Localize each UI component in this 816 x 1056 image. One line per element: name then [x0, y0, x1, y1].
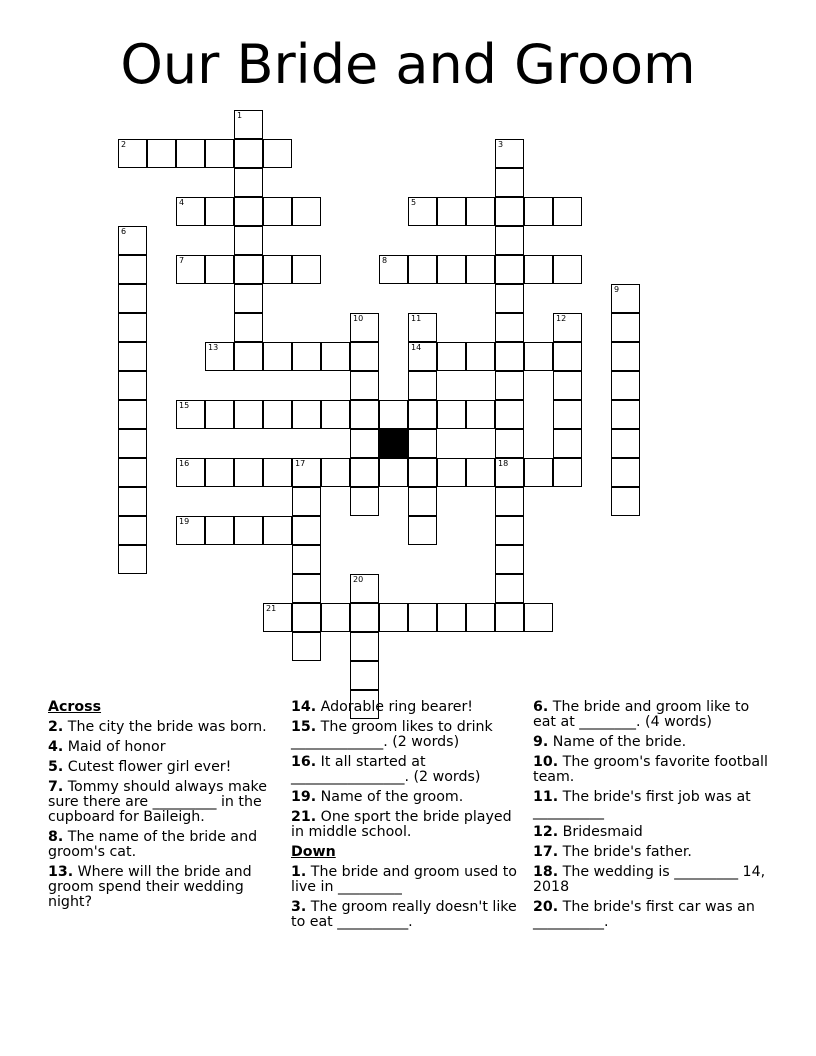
crossword-cell[interactable] — [350, 313, 379, 342]
clue-text: The bride and groom like to eat at ________. (4 words) — [533, 699, 750, 730]
across-heading: Across — [48, 699, 102, 715]
crossword-cell[interactable] — [408, 458, 437, 487]
crossword-cell[interactable] — [495, 168, 524, 197]
clue-text: Name of the groom. — [320, 789, 464, 805]
cell-number: 14 — [411, 343, 422, 352]
crossword-cell[interactable] — [176, 255, 205, 284]
clue-across-15 — [291, 720, 523, 750]
crossword-cell[interactable] — [234, 226, 263, 255]
down-heading: Down — [291, 844, 336, 860]
clue-number: 8. — [48, 829, 64, 845]
clue-down-10 — [533, 755, 768, 785]
clue-text: Bridesmaid — [562, 824, 643, 840]
crossword-cell[interactable] — [611, 313, 640, 342]
crossword-cell[interactable] — [350, 429, 379, 458]
clue-text: The groom's favorite football team. — [533, 754, 768, 785]
clue-text: Tommy should always make sure there are _________ in the cupboard for Baileigh. — [48, 779, 267, 825]
crossword-cell[interactable] — [437, 400, 466, 429]
clue-down-20 — [533, 900, 768, 930]
crossword-cell[interactable] — [263, 139, 292, 168]
crossword-cell[interactable] — [263, 197, 292, 226]
crossword-cell[interactable] — [611, 284, 640, 313]
crossword-cell[interactable] — [408, 371, 437, 400]
cell-number: 20 — [353, 575, 364, 584]
crossword-cell[interactable] — [495, 371, 524, 400]
clue-number: 3. — [291, 899, 307, 915]
crossword-cell[interactable] — [408, 487, 437, 516]
crossword-cell[interactable] — [234, 110, 263, 139]
crossword-cell[interactable] — [118, 255, 147, 284]
clue-number: 1. — [291, 864, 307, 880]
crossword-cell[interactable] — [205, 139, 234, 168]
crossword-cell[interactable] — [176, 400, 205, 429]
crossword-cell[interactable] — [118, 139, 147, 168]
crossword-cell[interactable] — [263, 516, 292, 545]
clue-down-3 — [291, 900, 523, 930]
crossword-cell[interactable] — [553, 197, 582, 226]
crossword-cell[interactable] — [524, 603, 553, 632]
crossword-cell[interactable] — [292, 545, 321, 574]
crossword-cell[interactable] — [292, 632, 321, 661]
clue-text: The bride's first job was at __________ — [533, 789, 751, 820]
crossword-cell[interactable] — [205, 255, 234, 284]
crossword-cell[interactable] — [466, 400, 495, 429]
crossword-cell[interactable] — [437, 603, 466, 632]
crossword-cell[interactable] — [205, 400, 234, 429]
crossword-cell[interactable] — [495, 487, 524, 516]
clue-text: Where will the bride and groom spend their wedding night? — [48, 864, 252, 910]
crossword-cell[interactable] — [553, 313, 582, 342]
clue-number: 19. — [291, 789, 317, 805]
crossword-cell[interactable] — [495, 139, 524, 168]
crossword-cell[interactable] — [234, 458, 263, 487]
crossword-cell[interactable] — [292, 458, 321, 487]
clue-down-6 — [533, 700, 768, 730]
crossword-cell[interactable] — [292, 603, 321, 632]
crossword-cell[interactable] — [466, 458, 495, 487]
crossword-cell[interactable] — [118, 342, 147, 371]
clue-across-19 — [291, 790, 523, 805]
cell-number: 18 — [498, 459, 509, 468]
crossword-cell[interactable] — [321, 400, 350, 429]
clue-across-16 — [291, 755, 523, 785]
crossword-cell[interactable] — [234, 197, 263, 226]
crossword-cell[interactable] — [408, 255, 437, 284]
clue-number: 12. — [533, 824, 559, 840]
clue-number: 6. — [533, 699, 549, 715]
crossword-cell[interactable] — [524, 197, 553, 226]
crossword-cell[interactable] — [350, 632, 379, 661]
crossword-cell[interactable] — [292, 400, 321, 429]
clue-text: Name of the bride. — [552, 734, 687, 750]
clue-text: It all started at ________________. (2 words) — [291, 754, 481, 785]
clue-text: The city the bride was born. — [67, 719, 267, 735]
clue-text: Adorable ring bearer! — [320, 699, 473, 715]
cell-number: 10 — [353, 314, 364, 323]
crossword-cell[interactable] — [466, 603, 495, 632]
crossword-cell[interactable] — [611, 487, 640, 516]
clue-across-14 — [291, 700, 523, 715]
cell-number: 15 — [179, 401, 190, 410]
crossword-cell[interactable] — [118, 284, 147, 313]
crossword-cell[interactable] — [263, 342, 292, 371]
crossword-cell[interactable] — [379, 458, 408, 487]
crossword-cell[interactable] — [118, 516, 147, 545]
clue-across-5 — [48, 760, 284, 775]
cell-number: 19 — [179, 517, 190, 526]
clue-down-9 — [533, 735, 768, 750]
clue-down-18 — [533, 865, 768, 895]
crossword-cell[interactable] — [176, 516, 205, 545]
crossword-cell[interactable] — [611, 371, 640, 400]
crossword-cell[interactable] — [466, 255, 495, 284]
cell-number: 16 — [179, 459, 190, 468]
crossword-cell[interactable] — [495, 458, 524, 487]
crossword-cell[interactable] — [263, 255, 292, 284]
crossword-cell[interactable] — [205, 197, 234, 226]
crossword-cell[interactable] — [350, 661, 379, 690]
crossword-cell[interactable] — [495, 545, 524, 574]
crossword-cell[interactable] — [350, 400, 379, 429]
crossword-cell[interactable] — [234, 284, 263, 313]
crossword-cell[interactable] — [611, 400, 640, 429]
crossword-cell[interactable] — [205, 458, 234, 487]
clue-across-4 — [48, 740, 284, 755]
crossword-cell[interactable] — [176, 197, 205, 226]
clues-column-2 — [291, 700, 523, 935]
crossword-cell[interactable] — [437, 342, 466, 371]
crossword-cell[interactable] — [408, 603, 437, 632]
crossword-cell[interactable] — [437, 197, 466, 226]
clue-number: 15. — [291, 719, 317, 735]
clue-number: 16. — [291, 754, 317, 770]
crossword-cell[interactable] — [495, 429, 524, 458]
cell-number: 21 — [266, 604, 277, 613]
cell-number: 3 — [498, 140, 504, 149]
crossword-cell[interactable] — [350, 371, 379, 400]
crossword-cell[interactable] — [379, 400, 408, 429]
crossword-cell[interactable] — [553, 458, 582, 487]
clue-text: The bride's first car was an __________. — [533, 899, 755, 930]
clue-across-21 — [291, 810, 523, 840]
crossword-cell[interactable] — [118, 545, 147, 574]
crossword-shaded-cell — [379, 429, 408, 458]
clue-number: 11. — [533, 789, 559, 805]
crossword-cell[interactable] — [147, 139, 176, 168]
crossword-cell[interactable] — [437, 458, 466, 487]
crossword-cell[interactable] — [234, 168, 263, 197]
crossword-cell[interactable] — [408, 197, 437, 226]
clue-down-12 — [533, 825, 768, 840]
crossword-cell[interactable] — [553, 371, 582, 400]
page-title: Our Bride and Groom — [120, 33, 696, 96]
cell-number: 8 — [382, 256, 388, 265]
crossword-cell[interactable] — [118, 400, 147, 429]
crossword-cell[interactable] — [118, 226, 147, 255]
cell-number: 2 — [121, 140, 127, 149]
clue-across-8 — [48, 830, 284, 860]
crossword-cell[interactable] — [350, 458, 379, 487]
clue-number: 2. — [48, 719, 64, 735]
clue-number: 18. — [533, 864, 559, 880]
cell-number: 17 — [295, 459, 306, 468]
clues-column-1 — [48, 700, 284, 915]
crossword-cell[interactable] — [234, 139, 263, 168]
crossword-cell[interactable] — [408, 429, 437, 458]
crossword-cell[interactable] — [292, 255, 321, 284]
cell-number: 5 — [411, 198, 417, 207]
clue-number: 7. — [48, 779, 64, 795]
crossword-cell[interactable] — [292, 342, 321, 371]
crossword-cell[interactable] — [611, 342, 640, 371]
crossword-cell[interactable] — [495, 603, 524, 632]
cell-number: 6 — [121, 227, 127, 236]
clue-text: The wedding is _________ 14, 2018 — [533, 864, 766, 895]
clue-text: The bride's father. — [562, 844, 692, 860]
clue-across-13 — [48, 865, 284, 910]
crossword-cell[interactable] — [234, 400, 263, 429]
crossword-cell[interactable] — [205, 342, 234, 371]
crossword-cell[interactable] — [379, 255, 408, 284]
clue-number: 4. — [48, 739, 64, 755]
crossword-cell[interactable] — [611, 458, 640, 487]
crossword-cell[interactable] — [350, 342, 379, 371]
crossword-cell[interactable] — [292, 487, 321, 516]
crossword-cell[interactable] — [234, 255, 263, 284]
clue-number: 13. — [48, 864, 74, 880]
cell-number: 11 — [411, 314, 422, 323]
crossword-cell[interactable] — [118, 371, 147, 400]
crossword-cell[interactable] — [408, 313, 437, 342]
clue-text: The groom really doesn't like to eat __________. — [291, 899, 517, 930]
crossword-cell[interactable] — [292, 516, 321, 545]
crossword-cell[interactable] — [553, 400, 582, 429]
crossword-cell[interactable] — [234, 342, 263, 371]
crossword-cell[interactable] — [118, 487, 147, 516]
crossword-cell[interactable] — [350, 603, 379, 632]
clue-text: Cutest flower girl ever! — [67, 759, 232, 775]
clue-number: 10. — [533, 754, 559, 770]
clue-down-1 — [291, 865, 523, 895]
clue-number: 5. — [48, 759, 64, 775]
crossword-cell[interactable] — [263, 400, 292, 429]
clue-number: 21. — [291, 809, 317, 825]
clue-text: The name of the bride and groom's cat. — [48, 829, 258, 860]
crossword-cell[interactable] — [379, 603, 408, 632]
cell-number: 13 — [208, 343, 219, 352]
crossword-cell[interactable] — [263, 458, 292, 487]
clue-text: The groom likes to drink _____________. (2 words) — [291, 719, 493, 750]
crossword-cell[interactable] — [495, 313, 524, 342]
crossword-cell[interactable] — [408, 516, 437, 545]
crossword-cell[interactable] — [176, 139, 205, 168]
crossword-cell[interactable] — [524, 255, 553, 284]
clue-number: 9. — [533, 734, 549, 750]
crossword-cell[interactable] — [408, 400, 437, 429]
cell-number: 9 — [614, 285, 620, 294]
clue-number: 20. — [533, 899, 559, 915]
crossword-cell[interactable] — [350, 574, 379, 603]
crossword-cell[interactable] — [495, 574, 524, 603]
crossword-cell[interactable] — [495, 400, 524, 429]
crossword-cell[interactable] — [437, 255, 466, 284]
crossword-cell[interactable] — [321, 342, 350, 371]
clue-text: One sport the bride played in middle school. — [291, 809, 512, 840]
crossword-cell[interactable] — [118, 458, 147, 487]
crossword-cell[interactable] — [205, 516, 234, 545]
crossword-cell[interactable] — [553, 255, 582, 284]
crossword-cell[interactable] — [118, 313, 147, 342]
cell-number: 7 — [179, 256, 185, 265]
clue-down-11 — [533, 790, 768, 820]
crossword-cell[interactable] — [234, 516, 263, 545]
clue-down-17 — [533, 845, 768, 860]
clue-number: 17. — [533, 844, 559, 860]
crossword-cell[interactable] — [466, 197, 495, 226]
clue-across-7 — [48, 780, 284, 825]
clue-number: 14. — [291, 699, 317, 715]
crossword-cell[interactable] — [263, 603, 292, 632]
crossword-cell[interactable] — [466, 342, 495, 371]
crossword-cell[interactable] — [292, 197, 321, 226]
crossword-cell[interactable] — [524, 458, 553, 487]
crossword-cell[interactable] — [553, 429, 582, 458]
clue-text: The bride and groom used to live in _________ — [291, 864, 517, 895]
crossword-cell[interactable] — [292, 574, 321, 603]
crossword-cell[interactable] — [234, 313, 263, 342]
crossword-cell[interactable] — [495, 342, 524, 371]
clues-column-3 — [533, 700, 768, 935]
crossword-cell[interactable] — [495, 516, 524, 545]
clue-text: Maid of honor — [67, 739, 166, 755]
crossword-cell[interactable] — [321, 603, 350, 632]
cell-number: 4 — [179, 198, 185, 207]
crossword-cell[interactable] — [176, 458, 205, 487]
cell-number: 12 — [556, 314, 567, 323]
clue-across-2 — [48, 720, 284, 735]
crossword-cell[interactable] — [495, 284, 524, 313]
crossword-cell[interactable] — [524, 342, 553, 371]
crossword-cell[interactable] — [350, 487, 379, 516]
crossword-cell[interactable] — [553, 342, 582, 371]
crossword-cell[interactable] — [495, 197, 524, 226]
crossword-cell[interactable] — [611, 429, 640, 458]
crossword-cell[interactable] — [495, 255, 524, 284]
crossword-cell[interactable] — [321, 458, 350, 487]
crossword-cell[interactable] — [118, 429, 147, 458]
crossword-cell[interactable] — [495, 226, 524, 255]
crossword-cell[interactable] — [408, 342, 437, 371]
cell-number: 1 — [237, 111, 243, 120]
